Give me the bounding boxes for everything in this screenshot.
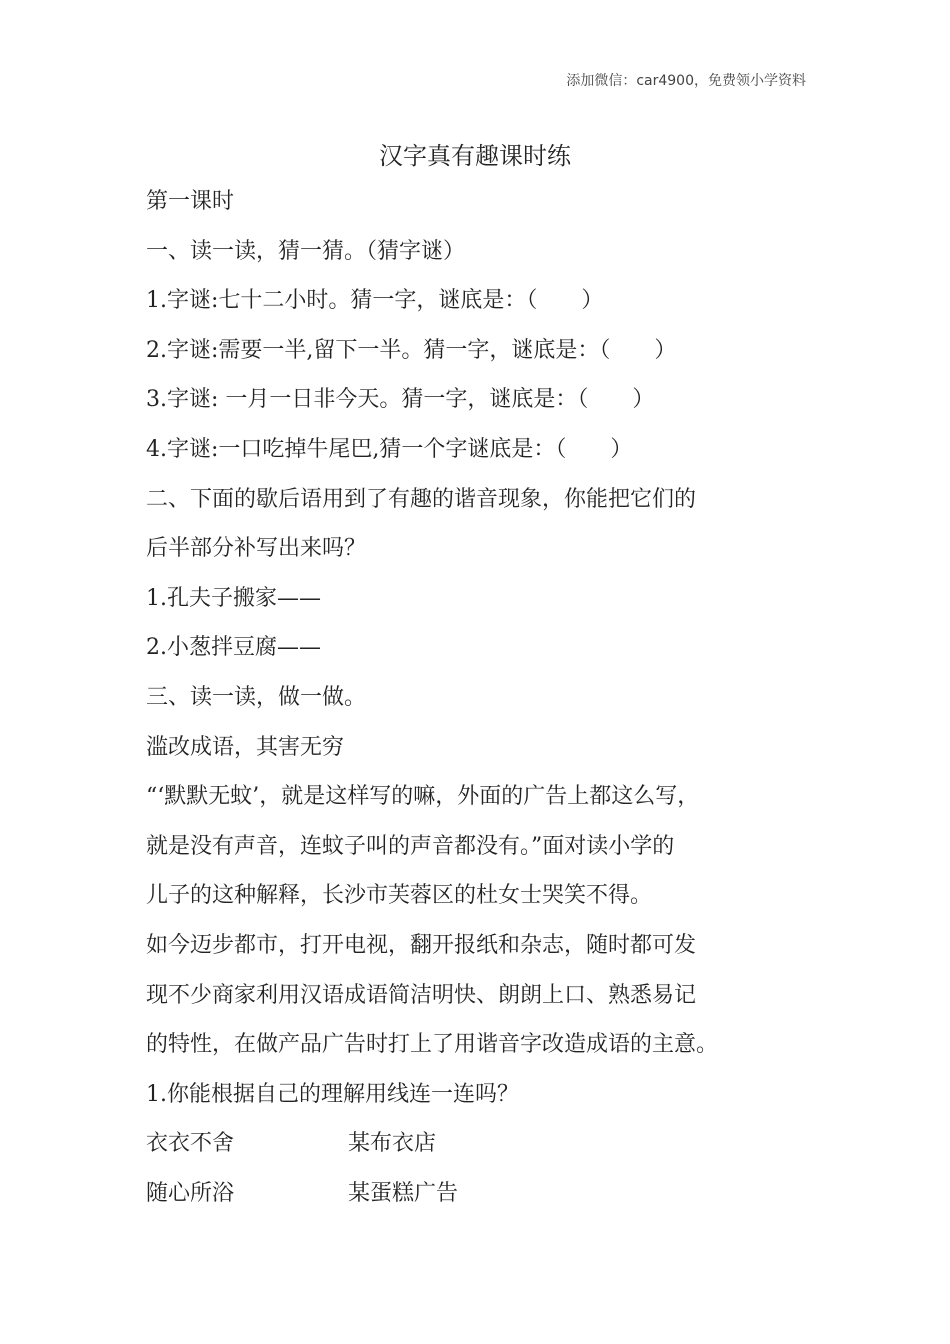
article-line: 的特性，在做产品广告时打上了用谐音字改造成语的主意。 xyxy=(146,1032,719,1058)
document-body xyxy=(146,177,808,1218)
article-line: 如今迈步都市，打开电视，翻开报纸和杂志，随时都可发 xyxy=(146,932,697,958)
lesson-label: 第一课时 xyxy=(146,189,235,214)
matching-advert: 某蛋糕广告 xyxy=(348,1180,459,1206)
article-title: 滥改成语，其害无穷 xyxy=(146,734,345,760)
matching-question: 1.你能根据自己的理解用线连一连吗？ xyxy=(146,1081,519,1107)
section2-heading-line: 二、下面的歇后语用到了有趣的谐音现象，你能把它们的 xyxy=(146,486,697,512)
matching-idiom: 衣衣不舍 xyxy=(146,1131,235,1157)
article-line: 儿子的这种解释，长沙市芙蓉区的杜女士哭笑不得。 xyxy=(146,883,653,909)
section1-heading: 一、读一读，猜一猜。（猜字谜） xyxy=(146,238,466,264)
matching-idiom: 随心所浴 xyxy=(146,1180,235,1206)
riddle-item: 2.字谜:需要一半,留下一半。猜一字，谜底是：（ ） xyxy=(146,337,677,363)
riddle-item: 4.字谜:一口吃掉牛尾巴,猜一个字谜底是：（ ） xyxy=(146,436,633,462)
xiehouyu-item: 2.小葱拌豆腐—— xyxy=(146,635,321,661)
matching-row xyxy=(146,1169,808,1219)
watermark-text: 添加微信：car4900，免费领小学资料 xyxy=(566,73,806,89)
matching-advert: 某布衣店 xyxy=(348,1131,437,1157)
article-line: “‘默默无蚊’，就是这样写的嘛，外面的广告上都这么写， xyxy=(146,784,700,810)
page-title: 汉字真有趣课时练 xyxy=(379,142,571,170)
section3-heading: 三、读一读，做一做。 xyxy=(146,684,367,710)
article-line: 现不少商家利用汉语成语简洁明快、朗朗上口、熟悉易记 xyxy=(146,982,697,1008)
matching-row xyxy=(146,1119,808,1169)
riddle-item: 3.字谜: 一月一日非今天。猜一字，谜底是：（ ） xyxy=(146,387,655,413)
section2-heading-line: 后半部分补写出来吗？ xyxy=(146,536,367,562)
article-line: 就是没有声音，连蚊子叫的声音都没有。”面对读小学的 xyxy=(146,833,675,859)
xiehouyu-item: 1.孔夫子搬家—— xyxy=(146,585,321,611)
riddle-item: 1.字谜:七十二小时。猜一字，谜底是：（ ） xyxy=(146,288,604,314)
